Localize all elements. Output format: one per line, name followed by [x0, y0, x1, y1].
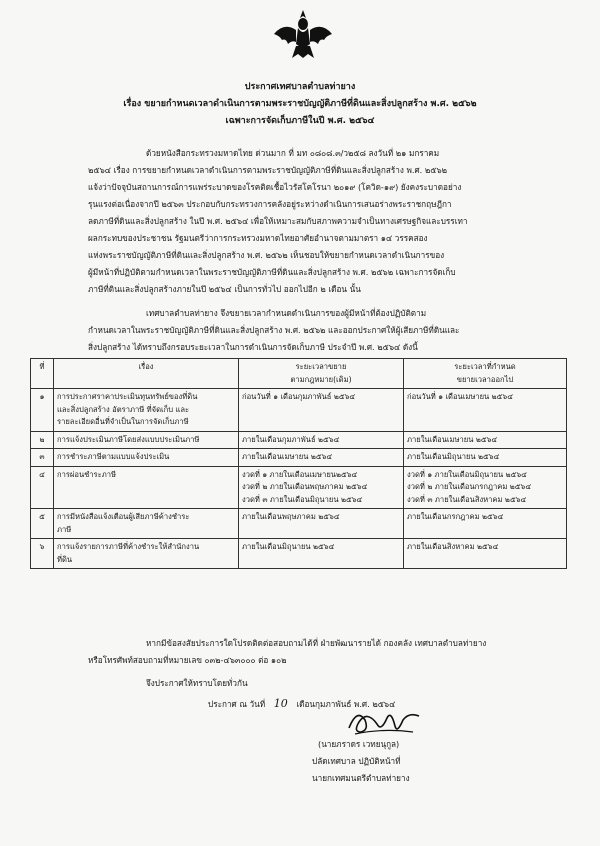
row-new-line: ภายในเดือนกรกฎาคม ๒๕๖๔ [407, 512, 504, 521]
row-new-line: งวดที่ ๓ ภายในเดือนสิงหาคม ๒๕๖๔ [407, 494, 527, 504]
header-new-line-1: ระยะเวลาที่กำหนด [454, 362, 516, 371]
row-item-line: ภาษี [57, 524, 72, 534]
contact-line-2: หรือโทรศัพท์สอบถามที่หมายเลข ๐๓๒-๔๖๓๐๐๐ ต่อ ๑๐๒ [88, 655, 287, 665]
table-row [31, 389, 567, 432]
document-subject: เรื่อง ขยายกำหนดเวลาดำเนินการตามพระราชบัญญัติภาษีที่ดินและสิ่งปลูกสร้าง พ.ศ. ๒๕๖๒ [123, 99, 477, 109]
announce-line: จึงประกาศให้ทราบโดยทั่วกัน [146, 678, 248, 688]
row-number: ๖ [31, 539, 54, 569]
row-item-line: และสิ่งปลูกสร้าง อัตราภาษี ที่จัดเก็บ และ [57, 404, 190, 414]
garuda-emblem [272, 8, 334, 60]
table-row [31, 431, 567, 449]
row-new-cell [404, 431, 567, 449]
paragraph-2-line-1: เทศบาลตำบลท่ายาง จึงขยายเวลากำหนดดำเนินการของผู้มีหน้าที่ต้องปฏิบัติตาม [146, 308, 427, 318]
row-old-cell [239, 449, 404, 467]
paragraph-1-line-9: ภาษีที่ดินและสิ่งปลูกสร้างภายในปี ๒๕๖๔ เป็นการทั่วไป ออกไปอีก ๒ เดือน นั้น [88, 284, 361, 294]
table-row [31, 539, 567, 569]
row-item-line: การประกาศราคาประเมินทุนทรัพย์ของที่ดิน [57, 392, 198, 401]
row-number: ๒ [31, 431, 54, 449]
signer-name: (นายภราดร เวทยนุกูล) [318, 739, 400, 749]
row-number: ๔ [31, 466, 54, 509]
row-item-cell [54, 539, 239, 569]
row-new-cell [404, 539, 567, 569]
row-item-cell [54, 466, 239, 509]
row-item-line: การแจ้งประเมินภาษีโดยส่งแบบประเมินภาษี [57, 434, 200, 444]
paragraph-1-line-6: ผลกระทบของประชาชน รัฐมนตรีว่าการกระทรวงมหาดไทยอาศัยอำนาจตามมาตรา ๑๔ วรรคสอง [88, 233, 428, 243]
table-row [31, 449, 567, 467]
paragraph-1-line-1: ด้วยหนังสือกระทรวงมหาดไทย ด่วนมาก ที่ มท ๐๘๐๘.๓/ว๒๕๘ ลงวันที่ ๒๑ มกราคม [146, 148, 440, 158]
signer-position-1: ปลัดเทศบาล ปฏิบัติหน้าที่ [312, 756, 401, 766]
row-new-cell [404, 509, 567, 539]
row-new-cell [404, 389, 567, 432]
schedule-table-body [31, 389, 567, 569]
row-item-cell [54, 509, 239, 539]
signer-position-2: นายกเทศมนตรีตำบลท่ายาง [312, 773, 410, 783]
row-item-cell [54, 449, 239, 467]
row-new-line: ก่อนวันที่ ๑ เดือนเมษายน ๒๕๖๔ [407, 392, 513, 401]
row-old-cell [239, 539, 404, 569]
header-new-line-2: ขยายเวลาออกไป [456, 374, 514, 384]
table-row [31, 509, 567, 539]
row-new-line: งวดที่ ๑ ภายในเดือนมิถุนายน ๒๕๖๔ [407, 469, 527, 479]
date-suffix: เดือนกุมภาพันธ์ พ.ศ. ๒๕๖๔ [296, 699, 396, 709]
row-number: ๕ [31, 509, 54, 539]
row-item-cell [54, 389, 239, 432]
paragraph-1-line-2: ๒๕๖๔ เรื่อง การขยายกำหนดเวลาดำเนินการตามพระราชบัญญัติภาษีที่ดินและสิ่งปลูกสร้าง พ.ศ. ๒๕๖๒ [88, 165, 448, 175]
paragraph-1-line-8: ผู้มีหน้าที่ปฏิบัติตามกำหนดเวลาในพระราชบัญญัติภาษีที่ดินและสิ่งปลูกสร้าง พ.ศ. ๒๕๖๒ เฉพาะการจัดเก็บ [88, 267, 456, 277]
row-old-line: ภายในเดือนมิถุนายน ๒๕๖๔ [242, 542, 335, 551]
header-no: ที่ [31, 359, 54, 389]
row-old-cell [239, 466, 404, 509]
date-prefix: ประกาศ ณ วันที่ [208, 699, 266, 709]
contact-line-1: หากมีข้อสงสัยประการใดโปรดติดต่อสอบถามได้ที่ ฝ่ายพัฒนารายได้ กองคลัง เทศบาลตำบลท่ายาง [146, 638, 487, 648]
header-new-deadline [404, 359, 567, 389]
row-new-cell [404, 466, 567, 509]
row-old-line: งวดที่ ๒ ภายในเดือนพฤษภาคม ๒๕๖๔ [242, 482, 368, 491]
row-old-cell [239, 431, 404, 449]
header-old-line-2: ตามกฎหมาย(เดิม) [290, 374, 352, 384]
row-new-line: ภายในเดือนสิงหาคม ๒๕๖๔ [407, 542, 499, 551]
row-old-line: ภายในเดือนกุมภาพันธ์ ๒๕๖๔ [242, 434, 340, 444]
table-header-row [31, 359, 567, 389]
row-old-line: งวดที่ ๑ ภายในเดือนเมษายน๒๕๖๔ [242, 469, 358, 479]
row-old-line: ภายในเดือนเมษายน ๒๕๖๔ [242, 452, 333, 461]
paragraph-1-line-4: รุนแรงต่อเนื่องจากปี ๒๕๖๓ ประกอบกับกระทรวงการคลังอยู่ระหว่างดำเนินการเสนอร่างพระราชกฤษฎีกา [88, 199, 452, 209]
header-old-deadline [239, 359, 404, 389]
row-new-line: งวดที่ ๒ ภายในเดือนกรกฎาคม ๒๕๖๔ [407, 482, 532, 491]
paragraph-1-line-3: แจ้งว่าปัจจุบันสถานการณ์การแพร่ระบาดของโรคติดเชื้อไวรัสโคโรนา ๒๐๑๙ (โควิด-๑๙) ยังคงระบาดอย่าง [88, 182, 462, 192]
table-row [31, 466, 567, 509]
schedule-table [30, 358, 567, 569]
row-item-cell [54, 431, 239, 449]
row-old-line: ก่อนวันที่ ๑ เดือนกุมภาพันธ์ ๒๕๖๔ [242, 392, 356, 401]
document-title: ประกาศเทศบาลตำบลท่ายาง [244, 82, 356, 92]
header-item: เรื่อง [54, 359, 239, 389]
paragraph-1-line-7: แห่งพระราชบัญญัติภาษีที่ดินและสิ่งปลูกสร้าง พ.ศ. ๒๕๖๒ เห็นชอบให้ขยายกำหนดเวลาดำเนินการของ [88, 250, 445, 260]
document-subject-scope: เฉพาะการจัดเก็บภาษีในปี พ.ศ. ๒๕๖๔ [225, 116, 375, 126]
row-old-line: งวดที่ ๓ ภายในเดือนมิถุนายน ๒๕๖๔ [242, 494, 363, 504]
row-new-cell [404, 449, 567, 467]
row-new-line: ภายในเดือนมิถุนายน ๒๕๖๔ [407, 452, 500, 461]
paragraph-1-line-5: ลดภาษีที่ดินและสิ่งปลูกสร้าง ในปี พ.ศ. ๒๕๖๔ เพื่อให้เหมาะสมกับสภาพความจำเป็นทางเศรษฐกิจและบรรเทา [88, 216, 468, 226]
date-day-handwritten: 10 [273, 697, 288, 710]
row-item-line: การผ่อนชำระภาษี [57, 469, 116, 479]
header-old-line-1: ระยะเวลาขยาย [295, 362, 347, 371]
row-item-line: รายละเอียดอื่นที่จำเป็นในการจัดเก็บภาษี [57, 417, 189, 426]
row-number: ๑ [31, 389, 54, 432]
paragraph-2-line-2: กำหนดเวลาในพระราชบัญญัติภาษีที่ดินและสิ่งปลูกสร้าง พ.ศ. ๒๕๖๒ และออกประกาศให้ผู้เสียภาษีที่ดินและ [88, 325, 460, 335]
row-old-cell [239, 509, 404, 539]
row-old-line: ภายในเดือนพฤษภาคม ๒๕๖๔ [242, 512, 340, 521]
paragraph-2-line-3: สิ่งปลูกสร้าง ได้ทราบถึงกรอบระยะเวลาในการดำเนินการจัดเก็บภาษี ประจำปี พ.ศ. ๒๕๖๔ ดังนี้ [88, 342, 418, 352]
handwritten-signature [343, 702, 425, 740]
row-item-line: การแจ้งรายการภาษีที่ค้างชำระให้สำนักงาน [57, 542, 200, 551]
row-item-line: ที่ดิน [57, 554, 73, 564]
row-new-line: ภายในเดือนเมษายน ๒๕๖๔ [407, 434, 498, 444]
row-old-cell [239, 389, 404, 432]
row-item-line: การมีหนังสือแจ้งเตือนผู้เสียภาษีค้างชำระ [57, 512, 190, 521]
row-number: ๓ [31, 449, 54, 467]
row-item-line: การชำระภาษีตามแบบแจ้งประเมิน [57, 452, 170, 461]
